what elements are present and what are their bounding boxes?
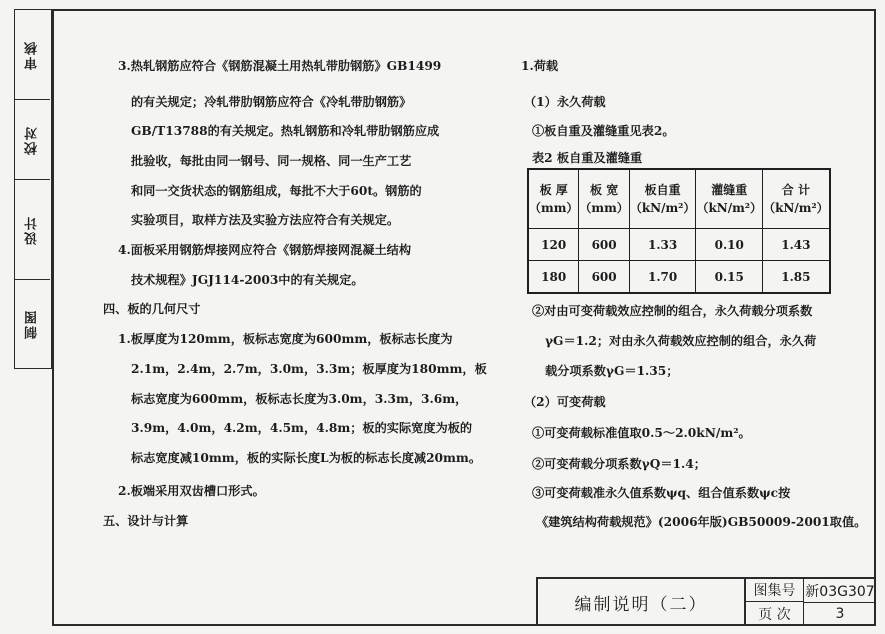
strip-cell-review	[15, 10, 50, 100]
left-line: 技术规程》JGJ114-2003中的有关规定。	[131, 273, 364, 287]
left-line: 标志宽度为600mm，板标志长度为3.0m，3.3m，3.6m，	[131, 392, 468, 406]
signature-strip	[14, 9, 52, 369]
right-subheading: （1）永久荷载	[524, 95, 606, 109]
left-line: 批验收，每批由同一钢号、同一规格、同一生产工艺	[131, 154, 412, 168]
left-line: GB/T13788的有关规定。热轧钢筋和冷轧带肋钢筋应成	[131, 124, 440, 138]
right-line: ①可变荷载标准值取0.5～2.0kN/m²。	[532, 426, 751, 440]
right-subheading: （2）可变荷载	[524, 395, 606, 409]
table-header-row	[528, 169, 830, 229]
right-line: ①板自重及灌缝重见表2。	[532, 124, 675, 138]
sheet-title: 编制说明（二）	[538, 579, 746, 626]
left-line: 和同一交货状态的钢筋组成，每批不大于60t。钢筋的	[131, 184, 422, 198]
table-cell: 0.15	[696, 261, 763, 294]
table-cell: 600	[579, 229, 629, 261]
table-cell: 180	[528, 261, 579, 294]
left-line: 2.1m，2.4m，2.7m，3.0m，3.3m；板厚度为180mm，板	[131, 362, 487, 376]
table-cell: 1.85	[763, 261, 830, 294]
left-line: 标志宽度减10mm，板的实际长度L为板的标志长度减20mm。	[131, 451, 482, 465]
right-heading: 1.荷载	[521, 59, 559, 73]
table-row	[528, 229, 830, 261]
right-line: 《建筑结构荷载规范》(2006年版)GB50009-2001取值。	[536, 515, 867, 529]
right-line: 载分项系数γG＝1.35；	[545, 364, 679, 378]
strip-label-check: 校对	[25, 124, 40, 155]
left-line: 1.板厚度为120mm，板标志宽度为600mm，板标志长度为	[118, 332, 453, 346]
strip-label-design: 设计	[25, 214, 40, 245]
right-line: ③可变荷载准永久值系数ψq、组合值系数ψc按	[532, 486, 791, 500]
left-line: 的有关规定；冷轧带肋钢筋应符合《冷轧带肋钢筋》	[131, 95, 412, 109]
atlas-number-label: 图集号	[746, 579, 804, 602]
page-label: 页 次	[746, 602, 804, 626]
left-line: 3.9m，4.0m，4.2m，4.5m，4.8m；板的实际宽度为板的	[131, 421, 473, 435]
left-line: 实验项目，取样方法及实验方法应符合有关规定。	[131, 213, 400, 227]
table-caption: 表2 板自重及灌缝重	[532, 151, 643, 165]
section-heading: 五、设计与计算	[103, 514, 189, 528]
strip-label-review: 审核	[25, 39, 40, 70]
left-line: 4.面板采用钢筋焊接网应符合《钢筋焊接网混凝土结构	[118, 243, 412, 257]
table-cell: 1.43	[763, 229, 830, 261]
table-header-cell: 板 厚 （mm）	[528, 169, 579, 229]
strip-cell-design	[15, 180, 50, 280]
weight-table	[527, 168, 831, 294]
right-line: ②可变荷载分项系数γQ＝1.4；	[532, 457, 706, 471]
atlas-number-value: 新03G307	[804, 579, 876, 603]
strip-cell-draw	[15, 280, 50, 368]
strip-cell-check	[15, 100, 50, 180]
left-line: 3.热轧钢筋应符合《钢筋混凝土用热轧带肋钢筋》GB1499	[118, 59, 442, 73]
table-cell: 120	[528, 229, 579, 261]
title-block	[536, 577, 876, 626]
table-cell: 0.10	[696, 229, 763, 261]
table-cell: 600	[579, 261, 629, 294]
table-cell: 1.33	[629, 229, 696, 261]
page-number: 3	[835, 606, 845, 622]
table-header-cell: 板 宽 （mm）	[579, 169, 629, 229]
right-line: ②对由可变荷载效应控制的组合，永久荷载分项系数	[532, 304, 813, 318]
table-header-cell: 板自重 （kN/m²）	[629, 169, 696, 229]
strip-label-draw: 制图	[25, 309, 40, 339]
table-header-cell: 灌缝重 （kN/m²）	[696, 169, 763, 229]
table-header-cell: 合 计 （kN/m²）	[763, 169, 830, 229]
table-row	[528, 261, 830, 294]
table-cell: 1.70	[629, 261, 696, 294]
right-line: γG＝1.2；对由永久荷载效应控制的组合，永久荷	[545, 334, 817, 348]
left-line: 2.板端采用双齿槽口形式。	[118, 484, 265, 498]
section-heading: 四、板的几何尺寸	[103, 302, 201, 316]
